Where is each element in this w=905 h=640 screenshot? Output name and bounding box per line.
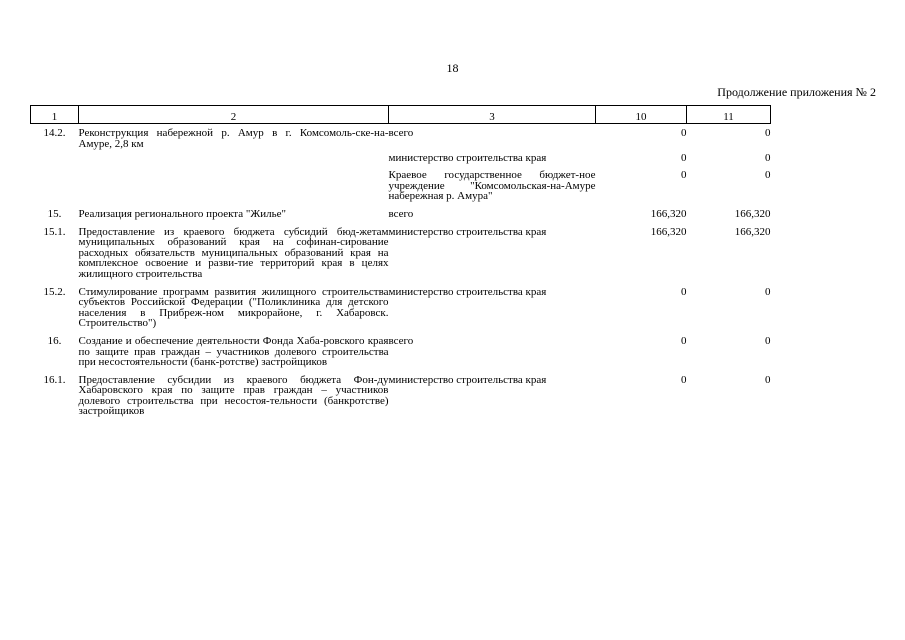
row-number: 15.2. xyxy=(43,285,66,298)
row-name: Предоставление из краевого бюджета субсидий бюд-жетам муниципальных образований края на софинан-сирование расходных обязательств муниципальных образований края на комплексное освоение и разви-тие территорий края в целях жилищного строительства xyxy=(78,225,389,280)
budget-table xyxy=(30,105,771,417)
row-name: Реализация регионального проекта "Жилье" xyxy=(78,207,286,220)
row-value-10: 166,320 xyxy=(650,207,687,220)
row-executor: всего xyxy=(388,207,414,220)
column-header-10: 10 xyxy=(596,106,687,124)
row-name: Предоставление субсидии из краевого бюджета Фон-ду Хабаровского края по защите прав граждан – участников долевого строительства при несостоя-тельности (банкротстве) застройщиков xyxy=(78,373,389,418)
row-value-10: 0 xyxy=(681,127,687,139)
header-row xyxy=(31,106,771,124)
row-value-10: 0 xyxy=(681,285,687,298)
row-value-10: 166,320 xyxy=(650,225,687,238)
row-name: Создание и обеспечение деятельности Фонда Хаба-ровского края по защите прав граждан – участников долевого строительства при несостоятельности (банк-ротстве) застройщиков xyxy=(78,334,389,369)
row-number: 15. xyxy=(47,207,62,220)
row-value-11: 166,320 xyxy=(734,207,771,220)
table-row xyxy=(31,375,771,417)
row-value-10: 0 xyxy=(681,334,687,347)
column-header-3: 3 xyxy=(389,106,596,124)
row-executor: всего xyxy=(388,334,414,347)
row-executor: министерство строительства края xyxy=(388,152,547,165)
row-executor: министерство строительства края xyxy=(388,373,547,386)
row-value-11: 0 xyxy=(765,127,771,139)
row-value-10: 0 xyxy=(681,169,687,182)
row-value-10: 0 xyxy=(681,152,687,165)
row-value-11: 0 xyxy=(765,169,771,182)
row-value-11: 0 xyxy=(765,152,771,165)
row-number: 16.1. xyxy=(43,373,66,386)
column-header-1: 1 xyxy=(31,106,79,124)
row-value-11: 166,320 xyxy=(734,225,771,238)
table-row xyxy=(31,227,771,287)
row-number: 16. xyxy=(47,334,62,347)
row-number: 15.1. xyxy=(43,225,66,238)
table-row xyxy=(31,149,771,166)
continuation-label: Продолжение приложения № 2 xyxy=(717,85,876,99)
row-name: Реконструкция набережной р. Амур в г. Комсомоль-ске-на-Амуре, 2,8 км xyxy=(78,127,389,150)
row-value-11: 0 xyxy=(765,334,771,347)
table-row xyxy=(31,287,771,336)
row-number xyxy=(31,166,79,209)
row-name xyxy=(79,149,389,166)
page-number: 18 xyxy=(446,61,459,75)
table-row xyxy=(31,336,771,375)
row-value-10: 0 xyxy=(681,373,687,386)
row-name xyxy=(79,166,389,209)
row-executor: министерство строительства края xyxy=(388,225,547,238)
row-number xyxy=(31,149,79,166)
row-executor: Краевое государственное бюджет-ное учреждение "Комсомольская-на-Амуре набережная р. Амура" xyxy=(388,169,596,203)
row-executor: всего xyxy=(388,127,414,139)
row-value-11: 0 xyxy=(765,373,771,386)
column-header-11: 11 xyxy=(687,106,771,124)
row-number: 14.2. xyxy=(43,127,66,139)
column-header-2: 2 xyxy=(79,106,389,124)
table-row xyxy=(31,124,771,150)
row-executor: министерство строительства края xyxy=(388,285,547,298)
table-row xyxy=(31,166,771,209)
row-name: Стимулирование программ развития жилищного строительства субъектов Российской Федерации ("Поликлиника для детского населения в Прибреж-ном микрорайоне, г. Хабаровск. Строительство") xyxy=(78,285,389,330)
row-value-11: 0 xyxy=(765,285,771,298)
table-row xyxy=(31,209,771,227)
